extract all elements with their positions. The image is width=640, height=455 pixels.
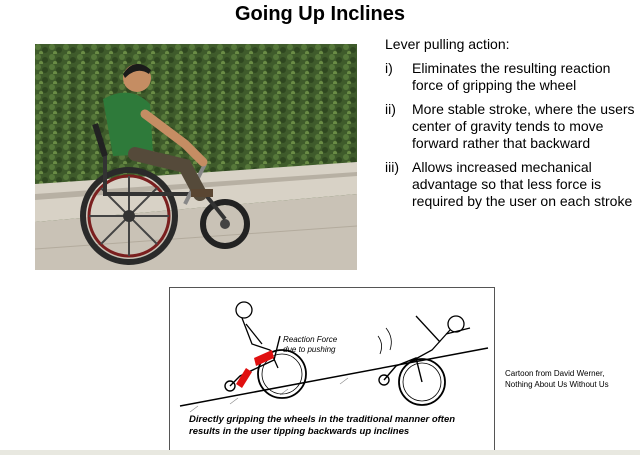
list-item <box>385 60 635 94</box>
list-item <box>385 101 635 152</box>
list-item-text: Eliminates the resulting reaction force of gripping the wheel <box>412 60 611 93</box>
reaction-force-label <box>283 335 337 355</box>
benefits-list <box>385 36 635 217</box>
cartoon-credit <box>505 368 640 390</box>
cartoon-figure <box>169 287 495 451</box>
list-item-text: Allows increased mechanical advantage so that less force is required by the user on each stroke <box>412 159 633 209</box>
credit-line2: Nothing About Us Without Us <box>505 380 609 389</box>
list-lead: Lever pulling action: <box>385 36 510 52</box>
reaction-force-label-line2: due to pushing <box>283 345 336 354</box>
slide-title: Going Up Inclines <box>234 3 405 25</box>
list-item-number: ii) <box>385 101 396 117</box>
list-item-text: More stable stroke, where the users center of gravity tends to move forward rather that backward <box>412 101 635 151</box>
cartoon-caption-line1: Directly gripping the wheels in the traditional manner often <box>189 414 456 425</box>
wheelchair-photo <box>35 44 357 270</box>
cartoon-caption <box>189 414 489 438</box>
reaction-force-label-line1: Reaction Force <box>283 335 338 344</box>
list-item <box>385 159 635 210</box>
list-item-number: iii) <box>385 159 399 175</box>
credit-line1: Cartoon from David Werner, <box>505 369 605 378</box>
bottom-strip <box>0 450 640 455</box>
cartoon-caption-line2: results in the user tipping backwards up inclines <box>189 426 410 437</box>
list-item-number: i) <box>385 60 393 76</box>
